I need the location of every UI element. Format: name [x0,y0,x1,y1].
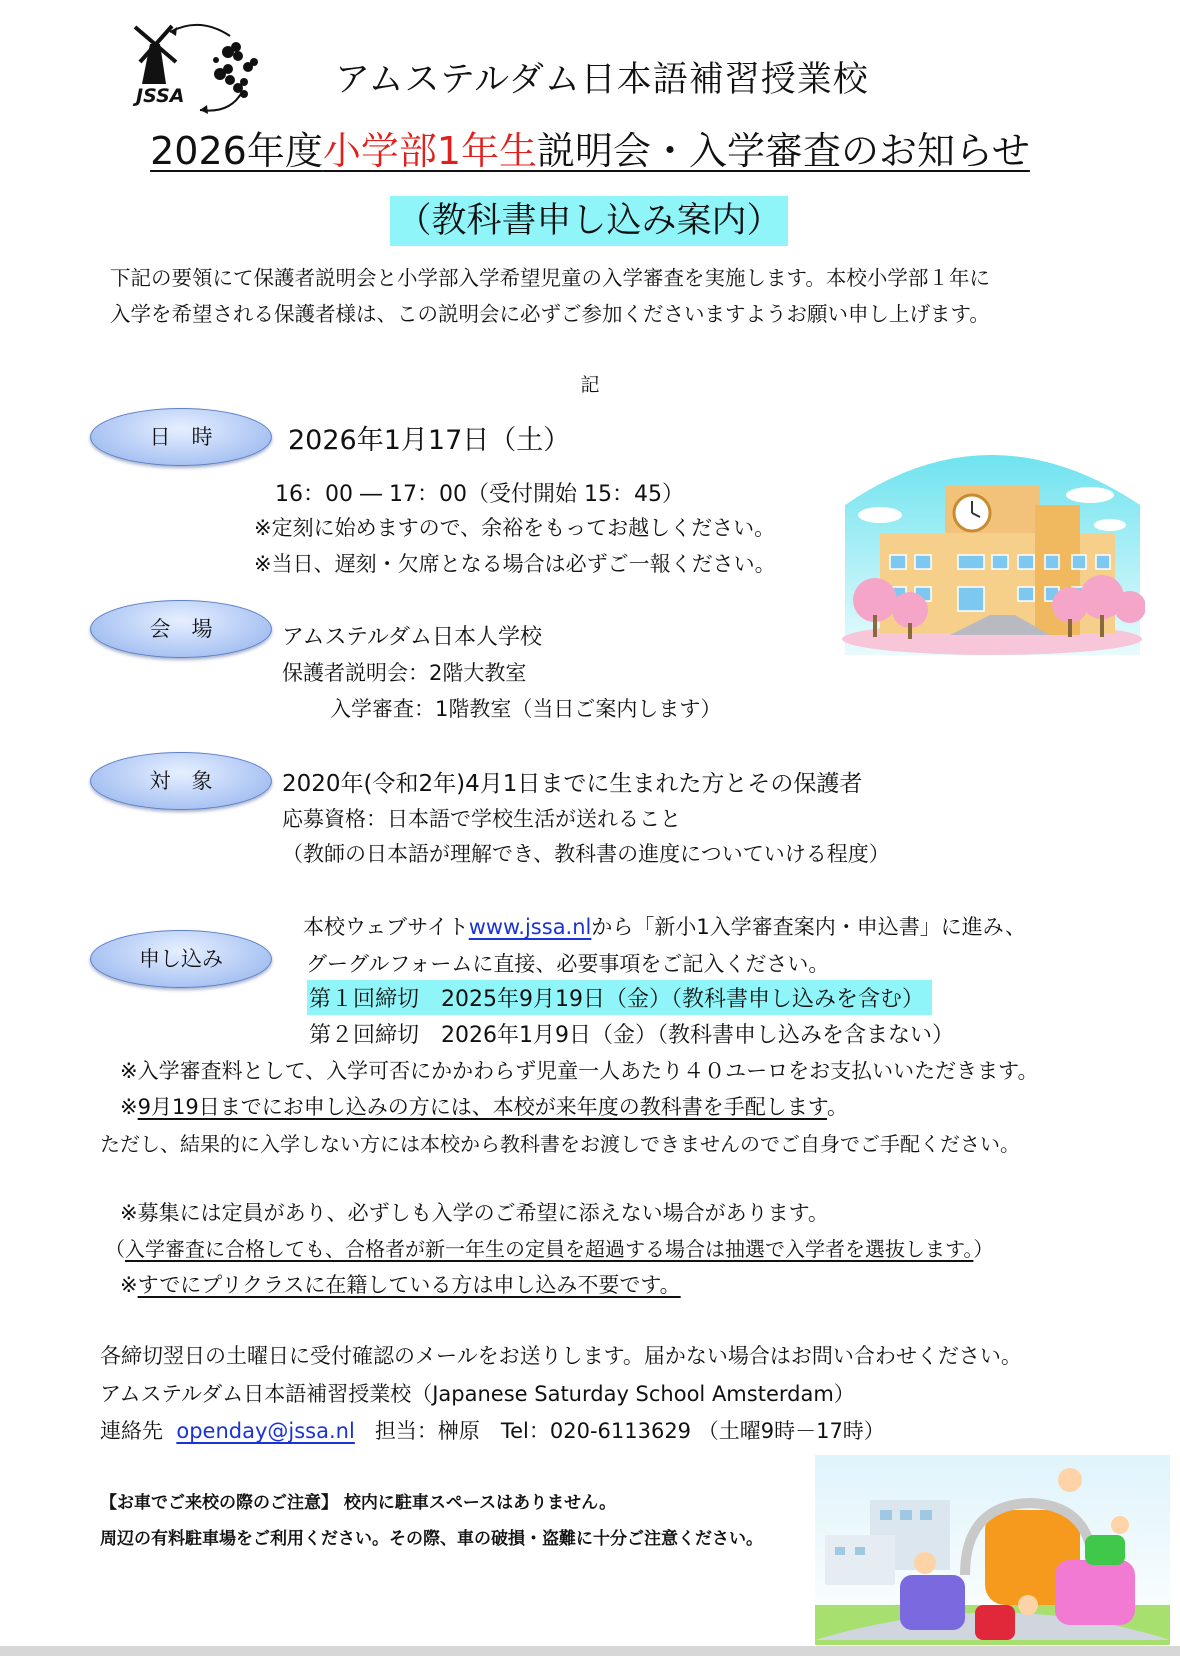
intro-text [110,260,990,332]
apply-line-1-suffix: から「新小1入学審査案内・申込書」に進み、 [591,915,1027,939]
title-underline [150,129,1030,173]
note-textbook [120,1091,848,1121]
contact-label: 連絡先 [100,1419,163,1443]
school-name: アムステルダム日本語補習授業校 [335,60,869,100]
deadline-1: 第１回締切 2025年9月19日（金）（教科書申し込みを含む） [307,980,932,1015]
parking-line-1: 【お車でご来校の際のご注意】 校内に駐車スペースはありません。 [100,1493,617,1513]
venue-line-1: 保護者説明会：2階大教室 [282,661,527,685]
event-time: 16：00 ― 17：00（受付開始 15：45） [275,482,684,507]
apply-line-1 [303,911,1026,941]
title-highlight: 小学部1年生 [322,129,538,173]
jssa-logo [130,22,260,114]
website-link[interactable]: www.jssa.nl [468,915,592,939]
intro-line-1: 下記の要領にて保護者説明会と小学部入学希望児童の入学審査を実施します。本校小学部１年に [110,266,990,290]
note-textbook-2: ただし、結果的に入学しない方には本校から教科書をお渡しできませんのでご自身でご手配ください。 [100,1132,1020,1156]
page-title [0,120,1180,175]
subtitle-textbook: （教科書申し込み案内） [390,196,788,246]
venue-line-2: 入学審査：1階教室（当日ご案内します） [330,697,722,721]
page-bottom-bar [0,1646,1180,1656]
label-target: 対 象 [90,752,272,810]
note-fee: ※入学審査料として、入学可否にかかわらず児童一人あたり４０ユーロをお支払いいただきます。 [120,1059,1039,1083]
label-venue: 会 場 [90,600,272,658]
target-line-2: 応募資格：日本語で学校生活が送れること [282,807,681,831]
note-lottery-underlined: 入学審査に合格しても、合格者が新一年生の定員を超過する場合は抽選で入学者を選抜します。 [125,1237,974,1261]
venue-name: アムステルダム日本人学校 [282,625,543,650]
note-textbook-underlined: 9月19日までにお申し込みの方には、本校が来年度の教科書を手配します [137,1095,828,1119]
ki-mark: 記 [580,374,600,396]
datetime-note-1: ※定刻に始めますので、余裕をもってお越しください。 [254,516,776,540]
apply-line-1-prefix: 本校ウェブサイト [303,915,469,939]
event-date: 2026年1月17日（土） [288,425,571,456]
note-preclass-underlined: すでにプリクラスに在籍している方は申し込み不要です。 [137,1273,681,1297]
note-capacity: ※募集には定員があり、必ずしも入学のご希望に添えない場合があります。 [120,1201,829,1225]
label-apply: 申し込み [90,930,272,988]
note-textbook-mark: ※ [120,1095,138,1119]
deadline-2: 第２回締切 2026年1月9日（金）（教科書申し込みを含まない） [309,1023,954,1048]
randoseru-children-illustration [815,1455,1170,1645]
note-textbook-end: 。 [827,1095,849,1119]
contact-line-2: アムステルダム日本語補習授業校（Japanese Saturday School Amsterdam） [100,1382,855,1406]
contact-rest: 担当：榊原 Tel：020-6113629 （土曜9時－17時） [374,1419,885,1443]
target-line-3: （教師の日本語が理解でき、教科書の進度についていける程度） [282,842,890,866]
note-preclass [120,1269,681,1299]
parking-line-2: 周辺の有料駐車場をご利用ください。その際、車の破損・盗難に十分ご注意ください。 [100,1529,763,1549]
note-lottery [105,1233,993,1262]
apply-line-2: グーグルフォームに直接、必要事項をご記入ください。 [306,952,830,976]
note-preclass-mark: ※ [120,1273,138,1297]
contact-line-1: 各締切翌日の土曜日に受付確認のメールをお送りします。届かない場合はお問い合わせください。 [100,1344,1022,1368]
contact-email-link[interactable]: openday@jssa.nl [176,1419,355,1443]
note-lottery-close: ） [973,1237,994,1261]
intro-line-2: 入学を希望される保護者様は、この説明会に必ずご参加くださいますようお願い申し上げます。 [110,302,990,326]
title-suffix: 説明会・入学審査のお知らせ [537,129,1030,173]
label-datetime: 日 時 [90,408,272,466]
target-line-1: 2020年(令和2年)4月1日までに生まれた方とその保護者 [282,771,863,797]
logo-text: JSSA [136,85,185,107]
school-building-illustration [840,425,1145,655]
datetime-note-2: ※当日、遅刻・欠席となる場合は必ずご一報ください。 [254,552,776,576]
title-prefix: 2026年度 [150,129,323,173]
contact-line-3 [100,1415,885,1445]
note-lottery-open: （ [105,1237,125,1261]
